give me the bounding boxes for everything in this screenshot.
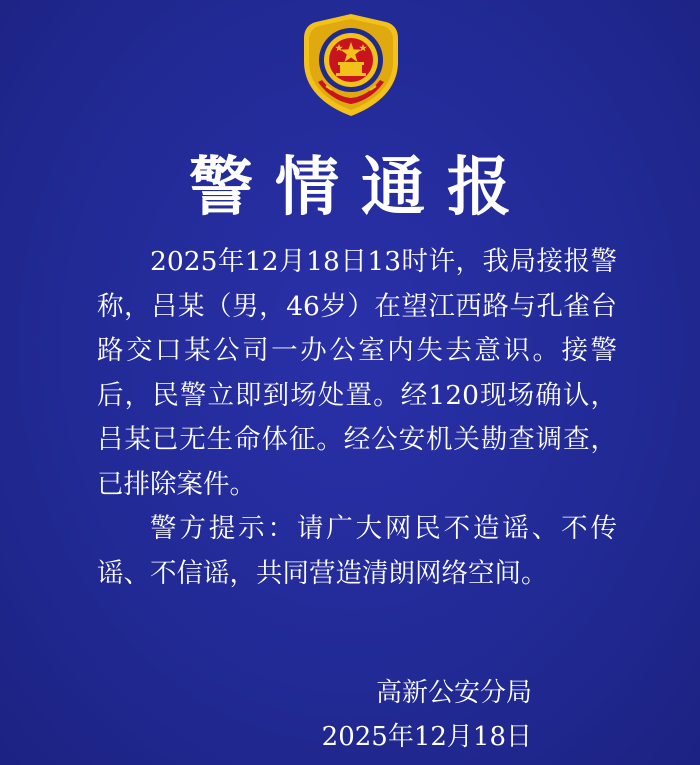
notice-paragraph: 警方提示：请广大网民不造谣、不传谣、不信谣，共同营造清朗网络空间。 (97, 513, 617, 589)
issue-date: 2025年12月18日 (321, 722, 532, 752)
notice-signature (322, 671, 532, 759)
notice-paragraph: 2025年12月18日13时许，我局接报警称，吕某（男，46岁）在望江西路与孔雀台路交口某公司一办公室内失去意识。接警后，民警立即到场处置。经120现场确认，吕某已无生命体征。经公安机关勘查调查，已排除案件。 (97, 246, 617, 500)
issuer-name: 高新公安分局 (375, 678, 532, 708)
notice-title: 警情通报 (189, 151, 533, 225)
police-emblem-icon (296, 10, 406, 120)
notice-body (97, 240, 617, 596)
